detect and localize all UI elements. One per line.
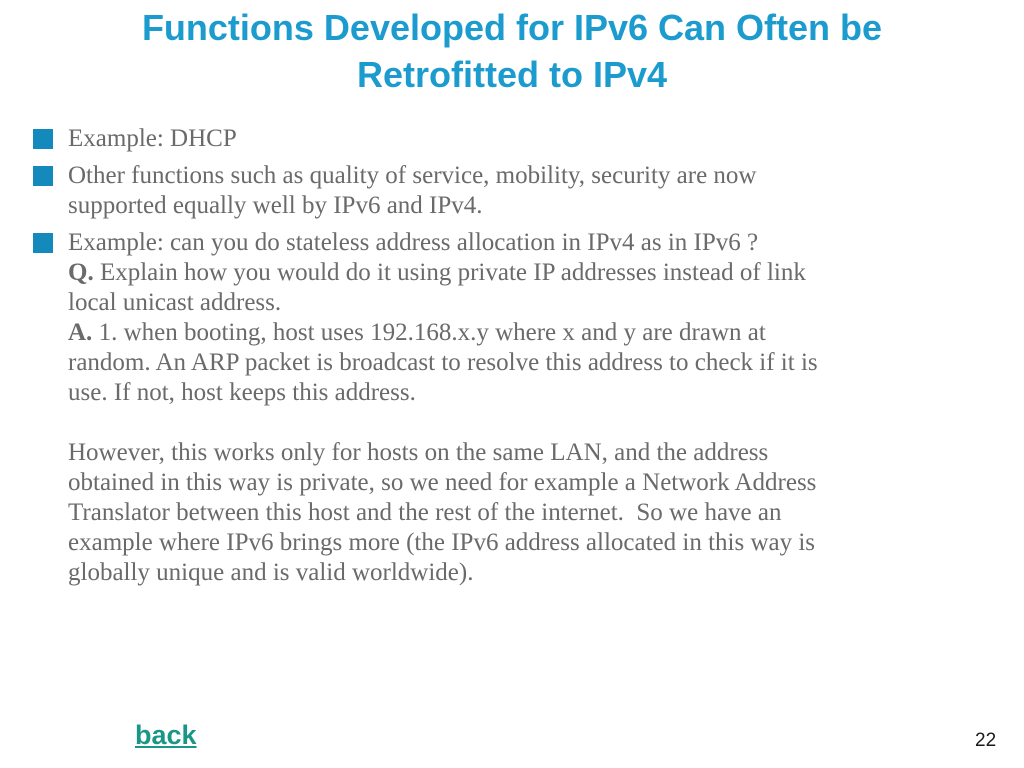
bullet-text-line: Q. Explain how you would do it using private IP addresses instead of link	[68, 259, 806, 286]
bullet-text	[68, 228, 818, 588]
bullet-text-line: obtained in this way is private, so we need for example a Network Address	[68, 469, 817, 496]
bullet-text-line-blank	[68, 408, 818, 438]
list-item	[33, 228, 973, 588]
bullet-text-line: supported equally well by IPv6 and IPv4.	[68, 192, 483, 219]
bullet-text-line: Translator between this host and the rest of the internet. So we have an	[68, 499, 782, 526]
list-item	[33, 124, 973, 154]
bullet-text-line: Example: DHCP	[68, 125, 237, 152]
bullet-text-line: local unicast address.	[68, 289, 282, 316]
page-title-line-2: Retrofitted to IPv4	[356, 54, 668, 95]
bullet-text-line: A. 1. when booting, host uses 192.168.x.y where x and y are drawn at	[68, 319, 766, 346]
bullet-text-line: Other functions such as quality of service, mobility, security are now	[68, 162, 757, 189]
bullet-text-line: random. An ARP packet is broadcast to resolve this address to check if it is	[68, 349, 818, 376]
page-number: 22	[975, 730, 997, 751]
bullet-square-icon	[33, 129, 53, 149]
bullet-text-line: example where IPv6 brings more (the IPv6 address allocated in this way is	[68, 529, 816, 556]
bullet-text	[68, 124, 237, 154]
bullet-square-icon	[33, 166, 53, 186]
bullet-text-line: Example: can you do stateless address allocation in IPv4 as in IPv6 ?	[68, 229, 759, 256]
bullet-text	[68, 161, 756, 221]
slide-body	[33, 124, 973, 595]
list-item	[33, 161, 973, 221]
page-title	[0, 4, 1024, 98]
page-title-line-1: Functions Developed for IPv6 Can Often be	[141, 7, 883, 48]
bullet-text-line: use. If not, host keeps this address.	[68, 379, 416, 406]
bullet-square-icon	[33, 233, 53, 253]
bullet-text-line: However, this works only for hosts on the same LAN, and the address	[68, 439, 769, 466]
back-link[interactable]: back	[135, 720, 197, 750]
bullet-text-line: globally unique and is valid worldwide).	[68, 559, 474, 586]
